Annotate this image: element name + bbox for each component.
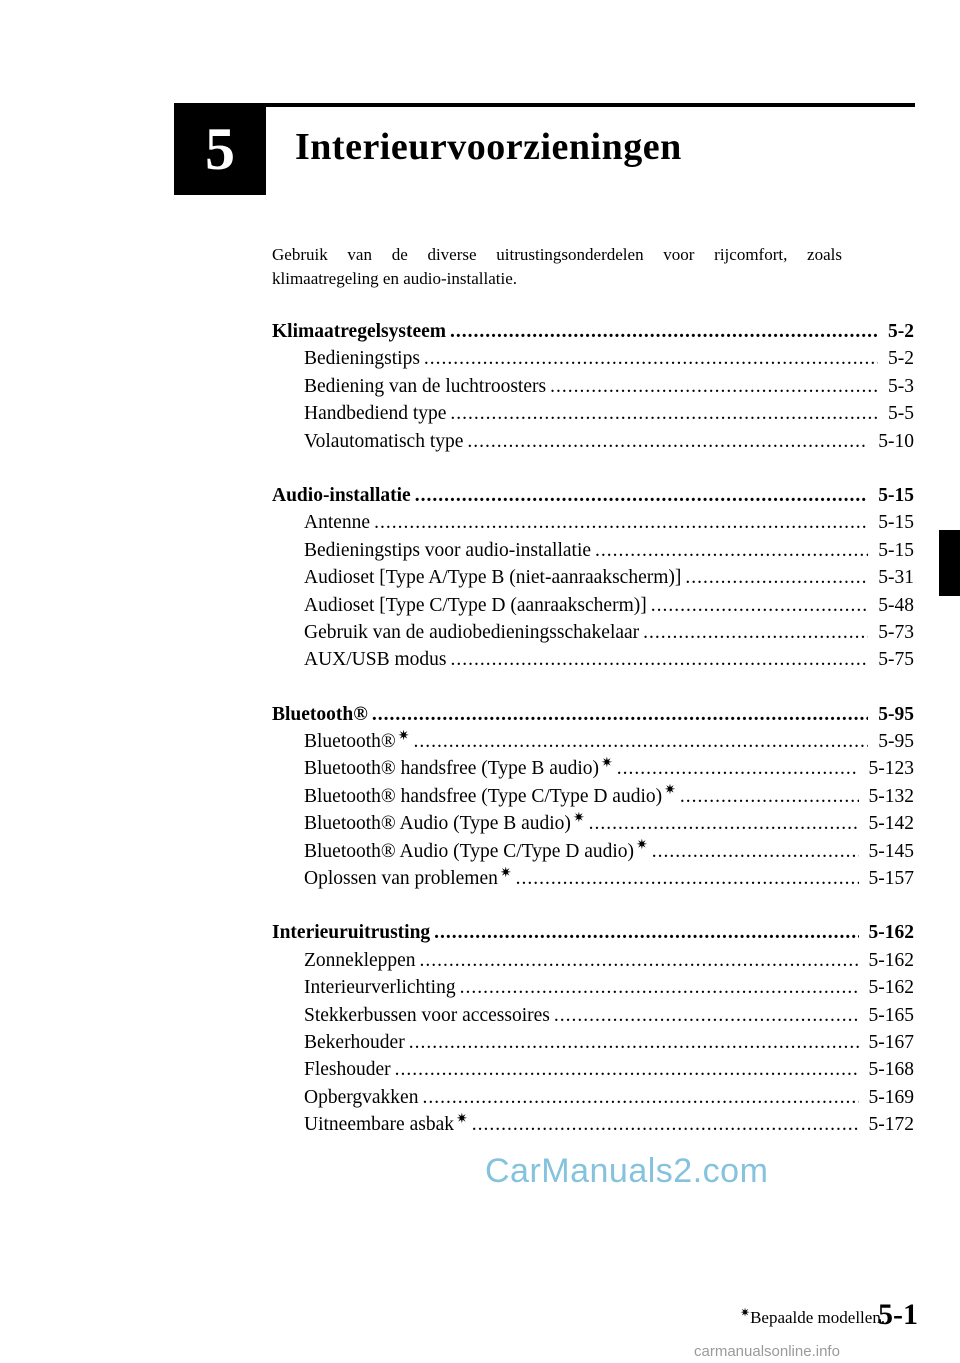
toc-page-number: 5-95: [878, 731, 914, 753]
toc-entry-label: [304, 592, 647, 619]
toc-leader: [595, 537, 868, 564]
toc-page-number: 5-169: [868, 1086, 914, 1108]
toc-entry-text: Handbediend type: [304, 403, 447, 425]
toc-entry[interactable]: [272, 974, 914, 1001]
toc-page-number: 5-2: [888, 321, 914, 342]
toc-leader: [680, 783, 859, 810]
chapter-side-tab: [939, 530, 960, 596]
toc-entry[interactable]: [272, 947, 914, 974]
footnote-text: Bepaalde modellen.: [750, 1308, 886, 1327]
toc-entry-text: Bedieningstips voor audio-installatie: [304, 539, 592, 561]
toc-entry-label: [304, 564, 681, 591]
asterisk-icon: ✷: [572, 810, 585, 826]
toc-leader: [685, 564, 868, 591]
toc-page-number: 5-2: [888, 348, 914, 370]
toc-entry-text: Uitneembare asbak: [304, 1114, 454, 1136]
toc-entry[interactable]: [272, 810, 914, 837]
toc-entry[interactable]: [272, 783, 914, 810]
chapter-number-box: [174, 103, 266, 195]
toc-section-heading[interactable]: [272, 318, 914, 345]
toc-section: [272, 701, 914, 893]
page-number: 5-1: [878, 1298, 918, 1331]
toc-leader: [420, 947, 859, 974]
toc-entry-label: [304, 810, 585, 837]
toc-entry-label: [304, 1056, 391, 1083]
toc-page-number: 5-168: [868, 1059, 914, 1081]
asterisk-icon: ✷: [601, 755, 613, 771]
toc-entry[interactable]: [272, 509, 914, 536]
toc-page-number: 5-95: [878, 703, 914, 725]
toc-leader: [472, 1111, 859, 1138]
footnote-star-icon: ✷: [740, 1305, 751, 1320]
toc-entry-text: AUX/USB modus: [304, 649, 447, 671]
watermark: CarManuals2.com: [485, 1152, 769, 1190]
toc-entry-text: Fleshouder: [304, 1059, 391, 1081]
toc-entry-text: Oplossen van problemen: [304, 868, 498, 890]
toc-leader: [413, 728, 868, 755]
asterisk-icon: ✷: [636, 838, 648, 854]
toc-entry-text: Bluetooth® Audio (Type B audio): [304, 813, 571, 835]
toc-entry-label: [304, 947, 416, 974]
toc-entry[interactable]: [272, 1084, 914, 1111]
toc-leader: [434, 919, 858, 946]
toc-page-number: 5-10: [878, 430, 914, 452]
toc-page-number: 5-165: [868, 1004, 914, 1026]
toc-entry-text: Bediening van de luchtroosters: [304, 375, 547, 397]
toc-page-number: 5-73: [878, 621, 914, 643]
toc-section: [272, 919, 914, 1138]
asterisk-icon: ✷: [397, 728, 410, 744]
toc-entry-text: Opbergvakken: [304, 1086, 419, 1108]
toc-entry[interactable]: [272, 592, 914, 619]
toc-leader: [516, 865, 859, 892]
toc-entry[interactable]: [272, 428, 914, 455]
toc-entry-text: Bluetooth® handsfree (Type B audio): [304, 758, 600, 780]
toc-page-number: 5-162: [868, 949, 914, 971]
toc-page-number: 5-167: [868, 1031, 914, 1053]
toc-entry-text: Audioset [Type C/Type D (aanraakscherm)]: [304, 594, 647, 616]
toc-page-number: 5-48: [878, 594, 914, 616]
toc-entry-text: Antenne: [304, 512, 371, 534]
toc-entry[interactable]: [272, 619, 914, 646]
toc-heading-label: Audio-installatie: [272, 484, 411, 506]
asterisk-icon: ✷: [499, 865, 512, 881]
toc-page-number: 5-75: [878, 649, 914, 671]
toc-leader: [554, 1002, 859, 1029]
toc-entry[interactable]: [272, 1002, 914, 1029]
toc-leader: [415, 482, 869, 509]
toc-entry[interactable]: [272, 728, 914, 755]
toc-heading-label: Bluetooth®: [272, 703, 368, 725]
footnote: [740, 1305, 886, 1328]
toc-leader: [643, 619, 868, 646]
toc-leader: [395, 1056, 859, 1083]
toc-page-number: 5-162: [868, 977, 914, 999]
toc-entry[interactable]: [272, 345, 914, 372]
toc-leader: [550, 373, 878, 400]
toc-leader: [374, 509, 868, 536]
toc-entry[interactable]: [272, 865, 914, 892]
toc-page-number: 5-31: [878, 567, 914, 589]
toc-page-number: 5-162: [868, 922, 914, 944]
toc-leader: [460, 974, 859, 1001]
table-of-contents: [272, 318, 914, 1166]
toc-entry-text: Gebruik van de audiobedieningsschakelaar: [304, 621, 640, 643]
chapter-number: 5: [205, 116, 235, 182]
toc-leader: [652, 838, 859, 865]
toc-section-heading[interactable]: [272, 919, 914, 946]
toc-entry-label: [304, 755, 613, 782]
toc-leader: [450, 400, 878, 427]
toc-leader: [450, 318, 878, 345]
toc-section: [272, 482, 914, 674]
toc-page-number: 5-172: [868, 1114, 914, 1136]
toc-entry-label: [304, 838, 648, 865]
toc-page-number: 5-5: [888, 403, 914, 425]
toc-entry-label: [304, 537, 591, 564]
toc-entry[interactable]: [272, 373, 914, 400]
asterisk-icon: ✷: [664, 783, 676, 799]
toc-entry-text: Stekkerbussen voor accessoires: [304, 1004, 550, 1026]
toc-page-number: 5-157: [868, 868, 914, 890]
toc-entry-text: Bluetooth® Audio (Type C/Type D audio): [304, 840, 635, 862]
toc-entry[interactable]: [272, 400, 914, 427]
toc-section-heading[interactable]: [272, 701, 914, 728]
toc-entry-label: [304, 428, 463, 455]
toc-leader: [422, 1084, 858, 1111]
toc-section-heading[interactable]: [272, 482, 914, 509]
toc-leader: [372, 701, 868, 728]
toc-entry-label: [304, 509, 370, 536]
toc-page-number: 5-132: [868, 785, 914, 807]
chapter-header-rule: [174, 103, 915, 107]
toc-entry-text: Zonnekleppen: [304, 949, 416, 971]
toc-entry[interactable]: [272, 537, 914, 564]
toc-leader: [450, 646, 868, 673]
toc-entry-text: Bluetooth® handsfree (Type C/Type D audio): [304, 785, 663, 807]
toc-leader: [409, 1029, 859, 1056]
toc-entry-label: [304, 646, 446, 673]
toc-heading-label: Klimaatregelsysteem: [272, 321, 446, 342]
toc-entry[interactable]: [272, 838, 914, 865]
toc-entry-label: [304, 974, 456, 1001]
toc-leader: [424, 345, 878, 372]
toc-page-number: 5-15: [878, 484, 914, 506]
toc-leader: [617, 755, 859, 782]
toc-heading-label: Interieuruitrusting: [272, 922, 431, 944]
toc-leader: [651, 592, 869, 619]
toc-page-number: 5-142: [868, 813, 914, 835]
toc-entry-text: Bedieningstips: [304, 348, 420, 370]
toc-entry-label: [304, 400, 446, 427]
toc-entry-label: [304, 1029, 405, 1056]
toc-entry-label: [304, 1002, 550, 1029]
toc-entry[interactable]: [272, 755, 914, 782]
toc-section: [272, 318, 914, 455]
toc-page-number: 5-3: [888, 375, 914, 397]
toc-page-number: 5-15: [878, 539, 914, 561]
toc-entry-label: [304, 619, 639, 646]
toc-entry[interactable]: [272, 1056, 914, 1083]
toc-entry-text: Volautomatisch type: [304, 430, 464, 452]
toc-entry-label: [304, 783, 676, 810]
chapter-intro: Gebruik van de diverse uitrustingsonderdelen voor rijcomfort, zoals klimaatregeling en audio-installatie.: [272, 245, 842, 288]
toc-page-number: 5-15: [878, 512, 914, 534]
toc-entry-text: Interieurverlichting: [304, 977, 456, 999]
bottom-brand: carmanualsonline.info: [694, 1343, 840, 1360]
toc-entry-label: [304, 1111, 468, 1138]
toc-leader: [589, 810, 859, 837]
toc-entry[interactable]: [272, 1029, 914, 1056]
toc-entry-text: Audioset [Type A/Type B (niet-aanraakscherm)]: [304, 567, 682, 589]
toc-entry-label: [304, 728, 409, 755]
toc-entry-label: [304, 373, 546, 400]
asterisk-icon: ✷: [455, 1111, 468, 1127]
toc-entry[interactable]: [272, 1111, 914, 1138]
toc-entry-text: Bluetooth®: [304, 731, 396, 753]
toc-entry-label: [304, 865, 512, 892]
toc-leader: [467, 428, 868, 455]
chapter-title: Interieurvoorzieningen: [295, 126, 682, 168]
toc-page-number: 5-145: [868, 840, 914, 862]
toc-entry[interactable]: [272, 564, 914, 591]
toc-page-number: 5-123: [868, 758, 914, 780]
toc-entry-label: [304, 345, 420, 372]
toc-entry[interactable]: [272, 646, 914, 673]
toc-entry-text: Bekerhouder: [304, 1031, 405, 1053]
toc-entry-label: [304, 1084, 418, 1111]
